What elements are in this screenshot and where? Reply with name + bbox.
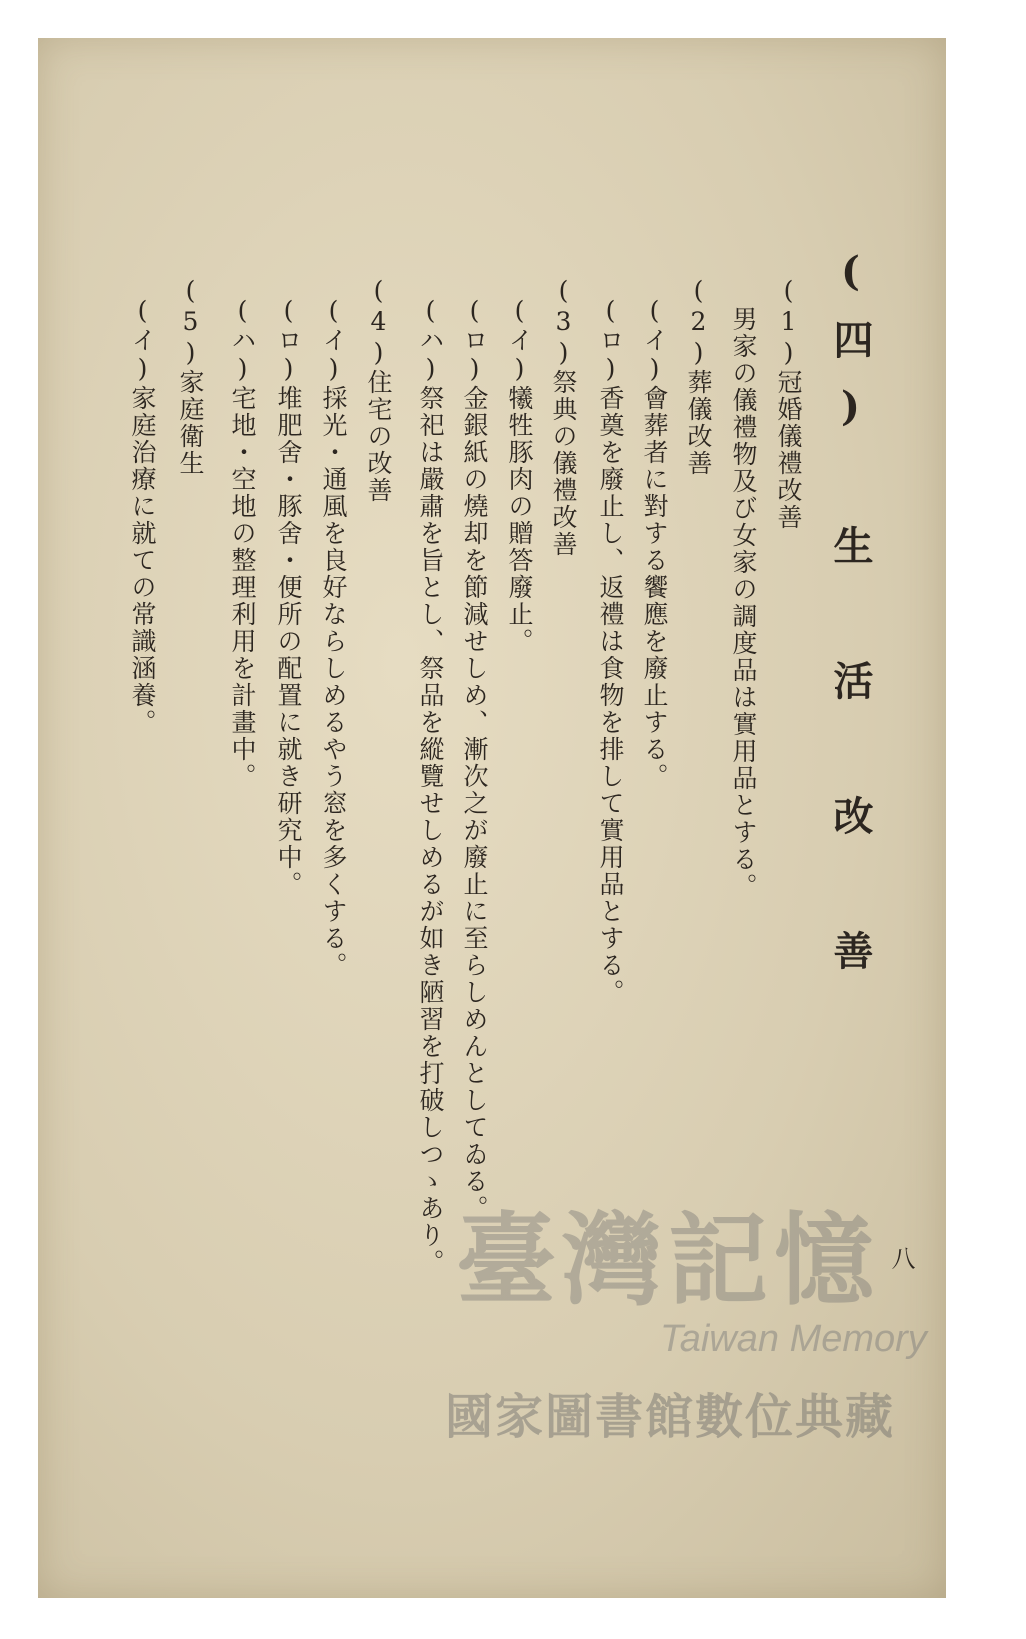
- text-line: (ハ)祭祀は嚴肅を旨とし、祭品を縱覽せしめるが如き陋習を打破しつゝあり。: [416, 296, 445, 1276]
- heading-2: (2)葬儀改善: [684, 276, 713, 477]
- heading-4: (4)住宅の改善: [364, 276, 393, 504]
- text-line: (ハ)宅地・空地の整理利用を計畫中。: [228, 296, 257, 790]
- watermark-calligraphy: 臺灣記憶: [456, 1201, 880, 1319]
- page-number: 八: [887, 1246, 915, 1270]
- text-line: (ロ)香奠を廢止し、返禮は食物を排して實用品とする。: [596, 296, 625, 1006]
- text-line: (ロ)堆肥舍・豚舍・便所の配置に就き研究中。: [274, 296, 303, 898]
- text-line: (イ)家庭治療に就ての常識涵養。: [128, 296, 157, 736]
- watermark-english: Taiwan Memory: [660, 1318, 927, 1360]
- scanned-page: [38, 38, 946, 1598]
- heading-1: (1)冠婚儀禮改善: [774, 276, 803, 531]
- text-line: (イ)採光・通風を良好ならしめるやう窓を多くする。: [319, 296, 348, 979]
- text-line: (イ)犧牲豚肉の贈答廢止。: [505, 296, 534, 655]
- heading-5: (5)家庭衛生: [176, 276, 205, 477]
- text-line: 男家の儀禮物及び女家の調度品は實用品とする。: [729, 306, 758, 900]
- text-line: (イ)會葬者に對する饗應を廢止する。: [640, 296, 669, 790]
- watermark-library: 國家圖書館數位典藏: [444, 1391, 895, 1444]
- heading-3: (3)祭典の儀禮改善: [549, 276, 578, 558]
- text-line: (ロ)金銀紙の燒却を節減せしめ、漸次之が廢止に至らしめんとしてゐる。: [460, 296, 489, 1222]
- section-title: (四) 生 活 改 善: [827, 248, 874, 994]
